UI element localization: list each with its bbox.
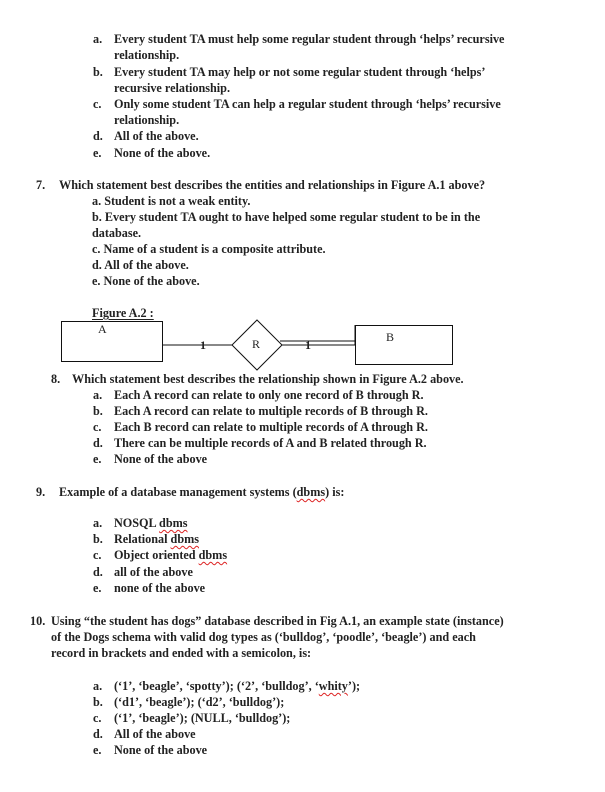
q9-option-letter: c. <box>93 548 102 562</box>
q7-option-line: a. Student is not a weak entity. <box>92 194 251 208</box>
q6-option-c-line1: Only some student TA can help a regular student through ‘helps’ recursive <box>114 97 501 111</box>
q8-option-text: There can be multiple records of A and B related through R. <box>114 436 427 450</box>
relationship-label: R <box>252 337 261 351</box>
q9-option-letter: d. <box>93 565 103 579</box>
q6-option-e-text: None of the above. <box>114 146 211 160</box>
q8-option-letter: e. <box>93 452 102 466</box>
q9-option-letter: a. <box>93 516 103 530</box>
q7-option-line: d. All of the above. <box>92 258 189 272</box>
q6-option-d-letter: d. <box>93 129 103 143</box>
figure-title: Figure A.2 : <box>92 306 154 320</box>
q7-number: 7. <box>36 178 46 192</box>
q10-option-text: (‘1’, ‘beagle’); (NULL, ‘bulldog’); <box>114 711 291 725</box>
q10-option-letter: a. <box>93 679 103 693</box>
q10-option-letter: e. <box>93 743 102 757</box>
q6-option-a-letter: a. <box>93 32 103 46</box>
q6-option-b-line1: Every student TA may help or not some regular student through ‘helps’ <box>114 65 486 79</box>
q7-option-line: database. <box>92 226 142 240</box>
q10-number: 10. <box>30 614 46 628</box>
q6-option-a-line2: relationship. <box>114 48 180 62</box>
q9-option-letter: e. <box>93 581 102 595</box>
q8-option-letter: a. <box>93 388 103 402</box>
q6-option-b-line2: recursive relationship. <box>114 81 231 95</box>
q8-option-letter: c. <box>93 420 102 434</box>
q8-option-text: Each A record can relate to only one record of B through R. <box>114 388 424 402</box>
q8-number: 8. <box>51 372 61 386</box>
q9-option-text: Object oriented dbms <box>114 548 228 562</box>
q6-option-a-line1: Every student TA must help some regular student through ‘helps’ recursive <box>114 32 505 46</box>
q10-question-line: of the Dogs schema with valid dog types as (‘bulldog’, ‘poodle’, ‘beagle’) and each <box>51 630 476 644</box>
q9-option-text: Relational dbms <box>114 532 199 546</box>
q6-option-c-line2: relationship. <box>114 113 180 127</box>
cardinality-b: 1 <box>305 338 311 352</box>
q6-option-d-text: All of the above. <box>114 129 199 143</box>
q7-option-line: e. None of the above. <box>92 274 200 288</box>
q8-option-letter: d. <box>93 436 103 450</box>
entity-a-label: A <box>98 322 107 336</box>
q7-option-line: c. Name of a student is a composite attribute. <box>92 242 326 256</box>
q8-option-text: Each B record can relate to multiple records of A through R. <box>114 420 428 434</box>
q9-option-text: none of the above <box>114 581 206 595</box>
q8-question: Which statement best describes the relationship shown in Figure A.2 above. <box>72 372 464 386</box>
q10-option-text: (‘1’, ‘beagle’, ‘spotty’); (‘2’, ‘bulldog’, ‘whity’); <box>114 679 361 693</box>
q10-option-text: None of the above <box>114 743 208 757</box>
entity-b-label: B <box>386 330 395 344</box>
q9-number: 9. <box>36 485 46 499</box>
q10-question-line: record in brackets and ended with a semicolon, is: <box>51 646 312 660</box>
entity-b-box <box>355 325 453 365</box>
q10-option-text: (‘d1’, ‘beagle’); (‘d2’, ‘bulldog’); <box>114 695 285 709</box>
q6-option-c-letter: c. <box>93 97 102 111</box>
q8-option-text: None of the above <box>114 452 208 466</box>
q7-question: Which statement best describes the entities and relationships in Figure A.1 above? <box>59 178 486 192</box>
q6-option-e-letter: e. <box>93 146 102 160</box>
q8-option-letter: b. <box>93 404 103 418</box>
q10-option-letter: b. <box>93 695 103 709</box>
entity-a-box <box>61 321 163 362</box>
q10-option-letter: d. <box>93 727 103 741</box>
q8-option-text: Each A record can relate to multiple records of B through R. <box>114 404 428 418</box>
q9-option-text: all of the above <box>114 565 193 579</box>
q9-option-text: NOSQL dbms <box>114 516 188 530</box>
q9-option-letter: b. <box>93 532 103 546</box>
q9-question: Example of a database management systems (dbms) is: <box>59 485 345 499</box>
q10-question-line: Using “the student has dogs” database described in Fig A.1, an example state (instance) <box>51 614 504 628</box>
q6-option-b-letter: b. <box>93 65 103 79</box>
q7-option-line: b. Every student TA ought to have helped some regular student to be in the <box>92 210 481 224</box>
q10-option-letter: c. <box>93 711 102 725</box>
cardinality-a: 1 <box>200 338 206 352</box>
q10-option-text: All of the above <box>114 727 196 741</box>
